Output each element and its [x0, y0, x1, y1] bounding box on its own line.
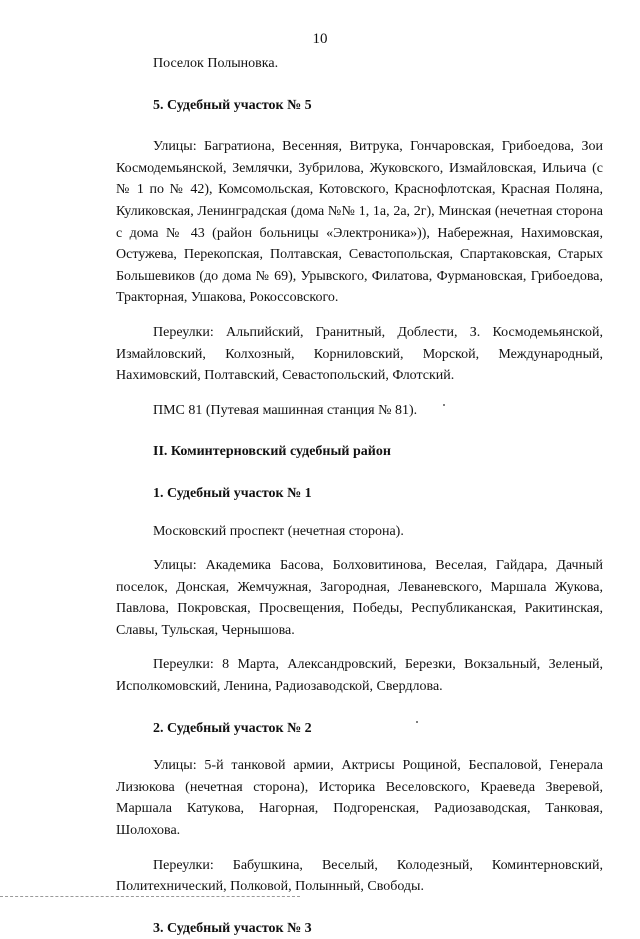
lanes-paragraph-plot-5: Переулки: Альпийский, Гранитный, Доблести, З. Космодемьянской, Измайловский, Колхозный, Корниловский, Морской, Международный, Нахимовский, Полтавский, Севастопольский, Флотский.: [116, 324, 603, 384]
page-number: 10: [312, 31, 328, 47]
section-heading-plot-1: 1. Судебный участок № 1: [153, 485, 312, 501]
section-heading-plot-5: 5. Судебный участок № 5: [153, 97, 312, 113]
streets-paragraph-plot-1: Улицы: Академика Басова, Болховитинова, Веселая, Гайдара, Дачный поселок, Донская, Жемчужная, Загородная, Леваневского, Маршала Жукова, Павлова, Покровская, Просвещения, Победы, Республиканская, Ракитинская, Славы, Тульская, Чернышова.: [116, 558, 603, 638]
streets-paragraph-plot-5: Улицы: Багратиона, Весенняя, Витрука, Гончаровская, Грибоедова, Зои Космодемьянской, Землячки, Зубрилова, Жуковского, Измайловская, Ильича (с № 1 по № 42), Комсомольская, Котовского, Краснофлотская, Красная Поляна, Куликовская, Ленинградская (дома №№ 1, 1а, 2а, 2г), Минская (нечетная сторона с дома № 43 (район больницы «Электроника»)), Набережная, Нахимовская, Остужева, Перекопская, Полтавская, Севастопольская, Спартаковская, Старых Большевиков (до дома № 69), Урывского, Филатова, Фурмановская, Грибоедова, Тракторная, Ушакова, Рокоссовского.: [116, 139, 603, 306]
settlement-line: Поселок Полыновка.: [153, 56, 279, 71]
district-heading-komintern: II. Коминтерновский судебный район: [153, 444, 391, 460]
streets-paragraph-plot-2: Улицы: 5-й танковой армии, Актрисы Рощиной, Беспаловой, Генерала Лизюкова (нечетная сторона), Историка Веселовского, Краеведа Зверевой, Маршала Катукова, Нагорная, Подгоренская, Радиозаводская, Танковая, Шолохова.: [116, 758, 603, 839]
section-heading-plot-2: 2. Судебный участок № 2: [153, 720, 312, 736]
lanes-paragraph-plot-2: Переулки: Бабушкина, Веселый, Колодезный, Коминтерновский, Политехнический, Полковой, Полынный, Свободы.: [116, 857, 603, 895]
document-body: [116, 53, 603, 939]
scan-speck: [443, 404, 445, 406]
section-heading-plot-3: 3. Судебный участок № 3: [153, 920, 312, 936]
station-line-plot-5: ПМС 81 (Путевая машинная станция № 81).: [153, 402, 418, 418]
avenue-line-plot-1: Московский проспект (нечетная сторона).: [153, 523, 404, 539]
scan-edge-line: [0, 896, 300, 898]
scan-speck: [416, 721, 418, 723]
lanes-paragraph-plot-1: Переулки: 8 Марта, Александровский, Березки, Вокзальный, Зеленый, Исполкомовский, Ленина, Радиозаводской, Свердлова.: [116, 657, 603, 695]
